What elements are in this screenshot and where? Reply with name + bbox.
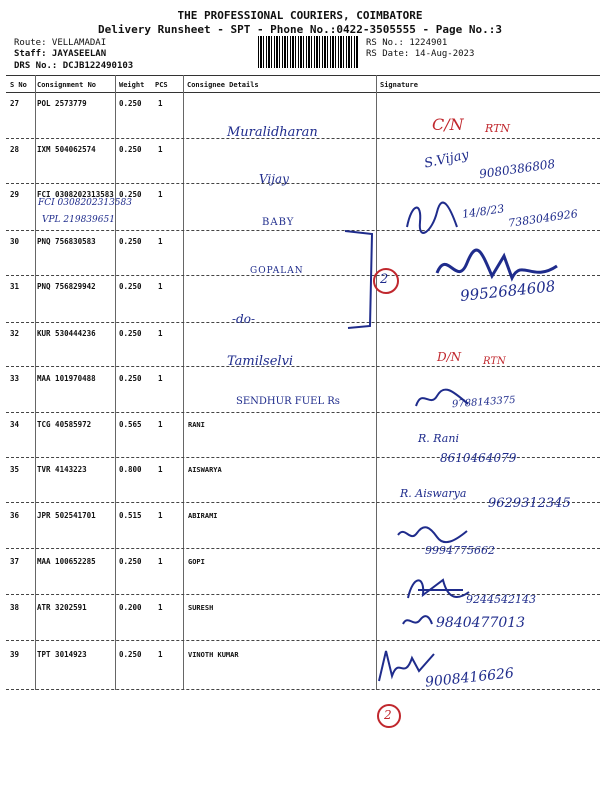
row-sno: 33 [10, 374, 20, 383]
row-pcs: 1 [158, 99, 163, 108]
drs-label: DRS No.: DCJB122490103 [14, 61, 134, 71]
row-consignment: MAA 101970488 [37, 374, 96, 383]
handwritten-name: -do- [232, 312, 256, 326]
handwritten-phone: 9840477013 [436, 615, 526, 631]
handwritten-name: Muralidharan [227, 125, 318, 140]
row-separator [6, 322, 600, 323]
row-pcs: 1 [158, 557, 163, 566]
row-sno: 34 [10, 420, 20, 429]
row-consignment: JPR 502541701 [37, 511, 96, 520]
row-weight: 0.565 [119, 420, 142, 429]
row-consignment: POL 2573779 [37, 99, 87, 108]
row-weight: 0.515 [119, 511, 142, 520]
row-separator [6, 412, 600, 413]
row-pcs: 1 [158, 420, 163, 429]
row-consignment: TPT 3014923 [37, 650, 87, 659]
row-consignee: VINOTH KUMAR [188, 651, 239, 659]
runsheet-subtitle: Delivery Runsheet - SPT - Phone No.:0422-3505555 - Page No.:3 [98, 23, 502, 36]
handwritten-consignment: VPL 219839651 [42, 215, 115, 225]
row-sno: 29 [10, 190, 20, 199]
handwritten-signature: S.Vijay [422, 147, 471, 172]
handwritten-phone: 9244542143 [466, 593, 536, 606]
handwritten-phone: 9994775662 [425, 544, 495, 557]
row-weight: 0.250 [119, 190, 142, 199]
row-consignment: PNQ 756829942 [37, 282, 96, 291]
row-pcs: 1 [158, 190, 163, 199]
col-divider [115, 75, 116, 690]
row-weight: 0.250 [119, 237, 142, 246]
col-header-pcs: PCS [155, 81, 168, 89]
handwritten-phone: 7383046926 [507, 207, 579, 230]
col-divider [376, 75, 377, 690]
header-bottom-border [6, 92, 600, 93]
row-pcs: 1 [158, 511, 163, 520]
row-weight: 0.250 [119, 650, 142, 659]
row-separator [6, 640, 600, 641]
handwritten-signature: R. Rani [418, 432, 459, 445]
row-weight: 0.800 [119, 465, 142, 474]
handwritten-phone: 9629312345 [488, 496, 571, 511]
handwritten-phone: 8610464079 [440, 451, 517, 465]
handwritten-name: Vijay [259, 172, 289, 186]
circled-number: 2 [377, 704, 401, 728]
handwritten-phone: 9008416626 [424, 665, 515, 691]
signature-scribble [402, 197, 462, 241]
row-weight: 0.200 [119, 603, 142, 612]
handwritten-name: Tamilselvi [227, 354, 294, 369]
route-label: Route: VELLAMADAI [14, 38, 107, 48]
handwritten-phone: 9952684608 [459, 277, 557, 305]
handwritten-name: GOPALAN [250, 266, 304, 276]
handwritten-rtn: RTN [485, 122, 511, 135]
row-sno: 27 [10, 99, 20, 108]
handwritten-rtn: RTN [483, 356, 506, 367]
row-weight: 0.250 [119, 557, 142, 566]
row-weight: 0.250 [119, 145, 142, 154]
row-consignee: ABIRAMI [188, 512, 218, 520]
row-pcs: 1 [158, 282, 163, 291]
row-separator [6, 183, 600, 184]
col-divider [35, 75, 36, 690]
rs-number: RS No.: 1224901 [366, 38, 448, 48]
row-consignee: RANI [188, 421, 205, 429]
row-consignment: PNQ 756830583 [37, 237, 96, 246]
row-separator [6, 689, 600, 690]
handwritten-name: BABY [262, 217, 295, 228]
row-weight: 0.250 [119, 329, 142, 338]
table-top-border [6, 75, 600, 76]
row-sno: 30 [10, 237, 20, 246]
row-pcs: 1 [158, 145, 163, 154]
row-consignment: KUR 530444236 [37, 329, 96, 338]
row-consignment: IXM 504062574 [37, 145, 96, 154]
row-separator [6, 230, 600, 231]
handwritten-phone: 9080386808 [478, 156, 556, 182]
row-pcs: 1 [158, 650, 163, 659]
signature-scribble [403, 570, 473, 608]
company-title: THE PROFESSIONAL COURIERS, COIMBATORE [177, 9, 423, 22]
barcode [258, 36, 358, 68]
handwritten-phone: 9788143375 [451, 394, 516, 411]
row-sno: 32 [10, 329, 20, 338]
rs-date: RS Date: 14-Aug-2023 [366, 49, 475, 59]
col-header-weight: Weight [119, 81, 145, 89]
handwritten-note: D/N [437, 350, 462, 364]
row-weight: 0.250 [119, 374, 142, 383]
row-consignment: ATR 3202591 [37, 603, 87, 612]
row-consignment: FCI 0308202313583 [37, 190, 114, 199]
signature-scribble [400, 612, 434, 634]
handwritten-date: 14/8/23 [461, 202, 506, 221]
row-pcs: 1 [158, 374, 163, 383]
col-header-sno: S No [10, 81, 27, 89]
row-sno: 28 [10, 145, 20, 154]
row-sno: 36 [10, 511, 20, 520]
row-consignment: TCG 40585972 [37, 420, 92, 429]
handwritten-note: C/N [432, 115, 464, 134]
handwritten-name: SENDHUR FUEL Rs [236, 396, 340, 407]
row-consignment: MAA 100652285 [37, 557, 96, 566]
row-consignment: TVR 4143223 [37, 465, 87, 474]
row-consignee: AISWARYA [188, 466, 222, 474]
row-weight: 0.250 [119, 99, 142, 108]
row-sno: 31 [10, 282, 20, 291]
row-consignee: SURESH [188, 604, 214, 612]
row-sno: 35 [10, 465, 20, 474]
row-sno: 38 [10, 603, 20, 612]
row-pcs: 1 [158, 329, 163, 338]
staff-label: Staff: JAYASEELAN [14, 49, 107, 59]
circled-number: 2 [373, 268, 399, 294]
row-sno: 39 [10, 650, 20, 659]
row-pcs: 1 [158, 603, 163, 612]
col-header-consignment: Consignment No [37, 81, 97, 89]
row-separator [6, 366, 600, 367]
row-weight: 0.250 [119, 282, 142, 291]
handwritten-consignment: FCI 0308202313583 [38, 198, 132, 208]
row-pcs: 1 [158, 465, 163, 474]
col-header-consignee: Consignee Details [187, 81, 259, 89]
row-consignee: GOPI [188, 558, 205, 566]
row-sno: 37 [10, 557, 20, 566]
row-pcs: 1 [158, 237, 163, 246]
handwritten-signature: R. Aiswarya [400, 487, 467, 500]
col-divider [183, 75, 184, 690]
row-separator [6, 548, 600, 549]
col-header-signature: Signature [380, 81, 418, 89]
